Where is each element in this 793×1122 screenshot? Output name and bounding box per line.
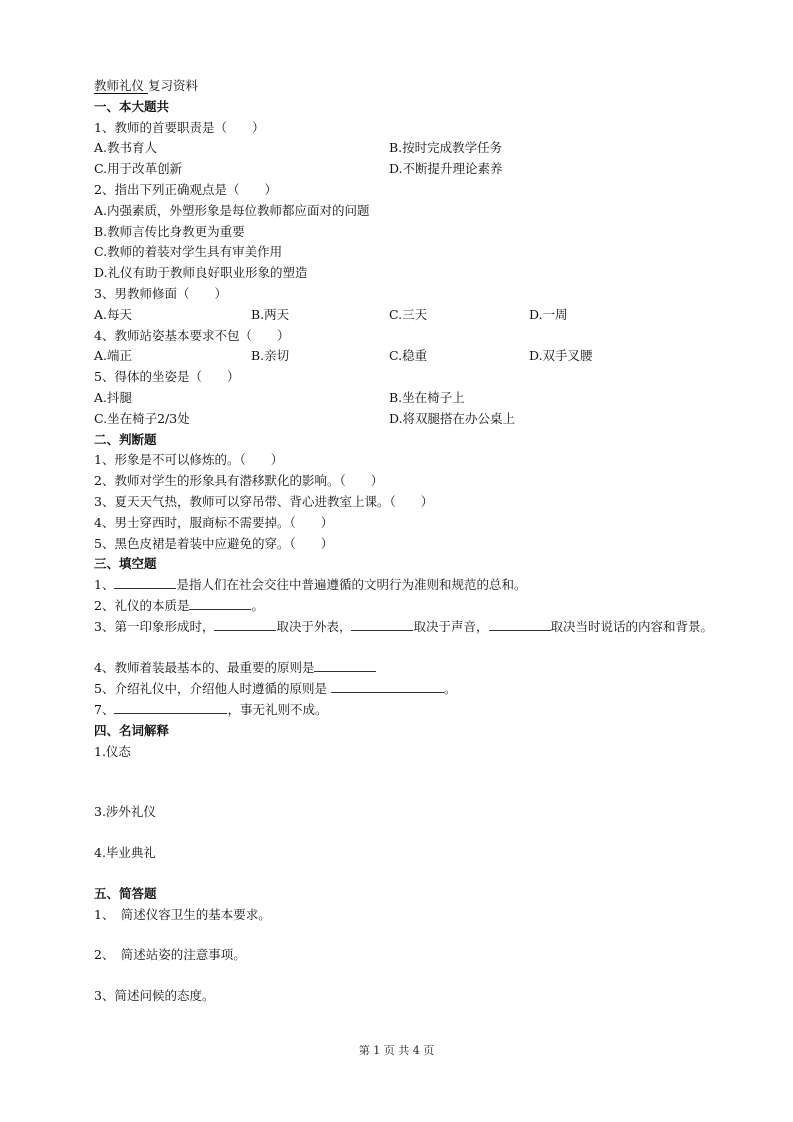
judgment-item: 4、男士穿西时，服商标不需要掉。（ ） bbox=[94, 514, 334, 530]
option-row bbox=[94, 305, 714, 326]
section-heading-term-definition: 四、名词解释 bbox=[94, 722, 170, 738]
title-underlined: 教师礼仪 bbox=[94, 78, 148, 93]
term-item: 3.涉外礼仪 bbox=[94, 804, 156, 820]
term-item: 4.毕业典礼 bbox=[94, 845, 156, 861]
page-footer: 第 1 页 共 4 页 bbox=[358, 1044, 435, 1057]
option-d: D.不断提升理论素养 bbox=[389, 161, 503, 177]
answer-blank bbox=[189, 596, 251, 610]
question-stem: 5、得体的坐姿是（ ） bbox=[94, 369, 240, 385]
fill-blank-item: 4、教师着装最基本的、最重要的原则是 bbox=[94, 658, 714, 679]
option-a: A.端正 bbox=[94, 348, 133, 364]
option-c: C.用于改革创新 bbox=[94, 161, 183, 177]
section-heading-short-answer: 五、简答题 bbox=[94, 885, 157, 901]
section-heading-choice: 一、本大题共 bbox=[94, 98, 170, 114]
judgment-item: 3、夏天天气热，教师可以穿吊带、背心进教室上课。（ ） bbox=[94, 493, 434, 509]
option-b: B.教师言传比身教更为重要 bbox=[94, 223, 245, 239]
document-page bbox=[94, 76, 714, 1007]
option-a: A.抖腿 bbox=[94, 389, 133, 405]
option-d: D.礼仪有助于教师良好职业形象的塑造 bbox=[94, 265, 308, 281]
title-rest: 复习资料 bbox=[147, 78, 198, 93]
short-answer-item: 2、 简述站姿的注意事项。 bbox=[94, 947, 246, 963]
answer-blank bbox=[331, 679, 444, 693]
fill-blank-item: 5、介绍礼仪中，介绍他人时遵循的原则是 。 bbox=[94, 681, 457, 697]
option-row bbox=[94, 409, 714, 430]
option-row bbox=[94, 138, 714, 159]
judgment-item: 5、黑色皮裙是着装中应避免的穿。（ ） bbox=[94, 535, 334, 551]
option-row bbox=[94, 388, 714, 409]
option-b: B.坐在椅子上 bbox=[389, 389, 465, 405]
answer-blank bbox=[214, 617, 276, 631]
fill-blank-item: 1、 是指人们在社会交往中普遍遵循的文明行为准则和规范的总和。 bbox=[94, 577, 527, 593]
fill-blank-item: 2、礼仪的本质是 。 bbox=[94, 597, 264, 613]
question-stem: 4、教师站姿基本要求不包（ ） bbox=[94, 327, 290, 343]
option-c: C.教师的着装对学生具有审美作用 bbox=[94, 244, 283, 260]
option-a: A.每天 bbox=[94, 306, 133, 322]
question-stem: 3、男教师修面（ ） bbox=[94, 285, 227, 301]
option-row bbox=[94, 346, 714, 367]
option-b: B.按时完成教学任务 bbox=[389, 140, 503, 156]
option-row bbox=[94, 159, 714, 180]
fill-blank-item: 7、 ，事无礼则不成。 bbox=[94, 701, 328, 717]
option-a: A.内强素质，外塑形象是每位教师都应面对的问题 bbox=[94, 202, 370, 218]
section-heading-fill-blank: 三、填空题 bbox=[94, 556, 157, 572]
answer-blank bbox=[489, 617, 551, 631]
short-answer-item: 3、简述问候的态度。 bbox=[94, 988, 215, 1004]
answer-blank bbox=[351, 617, 413, 631]
option-d: D.将双腿搭在办公桌上 bbox=[389, 410, 516, 426]
judgment-item: 1、形象是不可以修炼的。（ ） bbox=[94, 452, 284, 468]
document-title bbox=[94, 76, 714, 97]
option-b: B.亲切 bbox=[251, 348, 290, 364]
option-c: C.稳重 bbox=[389, 348, 428, 364]
answer-blank bbox=[114, 575, 176, 589]
option-c: C.三天 bbox=[389, 306, 428, 322]
term-item: 1.仪态 bbox=[94, 743, 131, 759]
option-c: C.坐在椅子2/3处 bbox=[94, 410, 190, 426]
answer-blank bbox=[114, 700, 227, 714]
option-d: D.双手叉腰 bbox=[529, 348, 593, 364]
question-stem: 2、指出下列正确观点是（ ） bbox=[94, 181, 277, 197]
option-a: A.教书育人 bbox=[94, 140, 158, 156]
question-stem: 1、教师的首要职责是（ ） bbox=[94, 119, 265, 135]
judgment-item: 2、教师对学生的形象具有潜移默化的影响。（ ） bbox=[94, 473, 384, 489]
option-b: B.两天 bbox=[251, 306, 290, 322]
option-d: D.一周 bbox=[529, 306, 568, 322]
answer-blank bbox=[314, 658, 376, 672]
section-heading-true-false: 二、判断题 bbox=[94, 431, 157, 447]
fill-blank-item: 3、第一印象形成时， 取决于外表， 取决于声音， 取决当时说话的内容和背景。 bbox=[94, 618, 714, 634]
short-answer-item: 1、 简述仪容卫生的基本要求。 bbox=[94, 906, 271, 922]
